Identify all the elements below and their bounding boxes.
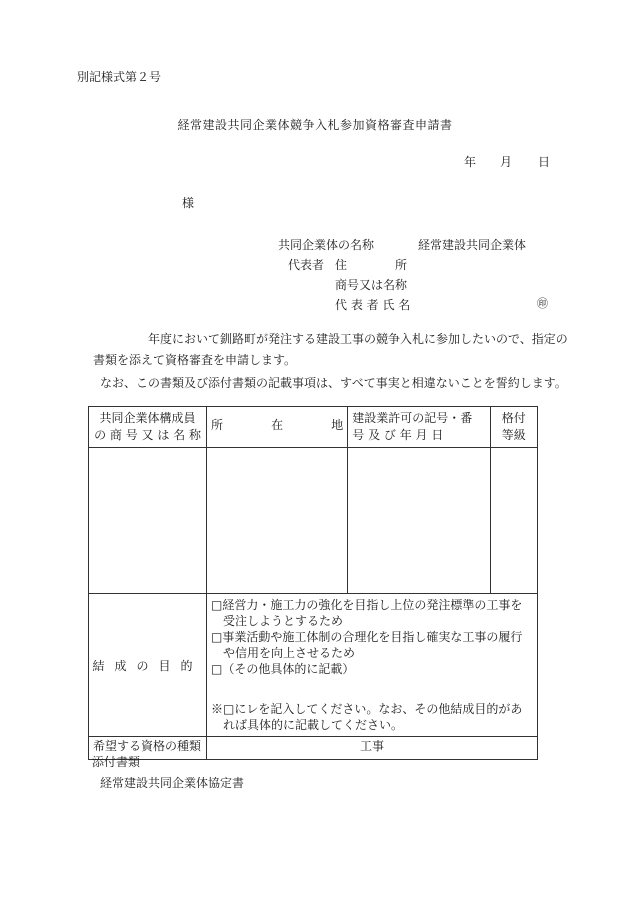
member-table xyxy=(88,406,538,760)
desired-qualification-label: 希望する資格の種類 xyxy=(89,737,207,760)
declaration-line-3: なお、この書類及び添付書類の記載事項は、すべて事実と相違ないことを誓約します。 xyxy=(100,376,567,390)
header-grade xyxy=(490,407,537,448)
header-location xyxy=(207,407,348,448)
header-grade-line2: 等級 xyxy=(501,428,526,442)
header-grade-line1: 格付 xyxy=(501,411,526,425)
header-location-c: 地 xyxy=(331,418,344,432)
date-day-label: 日 xyxy=(538,155,551,169)
form-number: 別記様式第２号 xyxy=(77,70,162,84)
document-title: 経常建設共同企業体競争入札参加資格審査申請書 xyxy=(177,118,453,132)
purpose-option-1[interactable]: □経営力・施工力の強化を目指し上位の発注標準の工事を受注しようとするため xyxy=(211,598,523,628)
purpose-option-2[interactable]: □事業活動や施工体制の合理化を目指し確実な工事の履行や信用を向上させるため xyxy=(211,630,523,660)
attachments-label: 添付書類 xyxy=(92,755,141,769)
declaration-line-1: 年度において釧路町が発注する建設工事の競争入札に参加したいので、指定の xyxy=(148,332,568,346)
header-location-b: 在 xyxy=(271,418,284,432)
trade-name-label: 商号又は名称 xyxy=(335,278,408,292)
date-year-label: 年 xyxy=(464,155,477,169)
attachment-item: 経常建設共同企業体協定書 xyxy=(100,776,245,790)
jv-name-value: 経常建設共同企業体 xyxy=(418,238,527,252)
location-cell[interactable] xyxy=(207,448,348,594)
header-license-line1: 建設業許可の記号・番 xyxy=(352,411,473,425)
purpose-label: 結成の目的 xyxy=(89,594,207,737)
addressee-suffix: 様 xyxy=(182,196,195,210)
seal-mark: ㊞ xyxy=(537,297,548,310)
representative-label: 代表者 xyxy=(288,258,325,272)
grade-cell[interactable] xyxy=(490,448,537,594)
jv-name-label: 共同企業体の名称 xyxy=(278,238,375,252)
declaration-line-2: 書類を添えて資格審査を申請します。 xyxy=(93,353,297,367)
address-label-2: 所 xyxy=(395,258,408,272)
purpose-option-3[interactable]: □（その他具体的に記載） xyxy=(211,662,355,676)
header-member-name-line1: 共同企業体構成員 xyxy=(99,411,196,425)
purpose-cell xyxy=(207,594,538,737)
header-license xyxy=(348,407,490,448)
header-location-a: 所 xyxy=(211,418,224,432)
representative-name-label: 代 表 者 氏 名 xyxy=(335,298,411,312)
address-label: 住 xyxy=(335,258,348,272)
header-member-name xyxy=(89,407,207,448)
header-license-line2: 号 及 び 年 月 日 xyxy=(352,428,444,442)
member-name-cell[interactable] xyxy=(89,448,207,594)
license-cell[interactable] xyxy=(348,448,490,594)
header-member-name-line2: の 商 号 又 は 名 称 xyxy=(94,428,201,442)
desired-qualification-value[interactable]: 工事 xyxy=(207,737,538,760)
date-month-label: 月 xyxy=(500,155,513,169)
purpose-note: ※□にレを記入してください。なお、その他結成目的があれば具体的に記載してください。 xyxy=(211,702,523,732)
